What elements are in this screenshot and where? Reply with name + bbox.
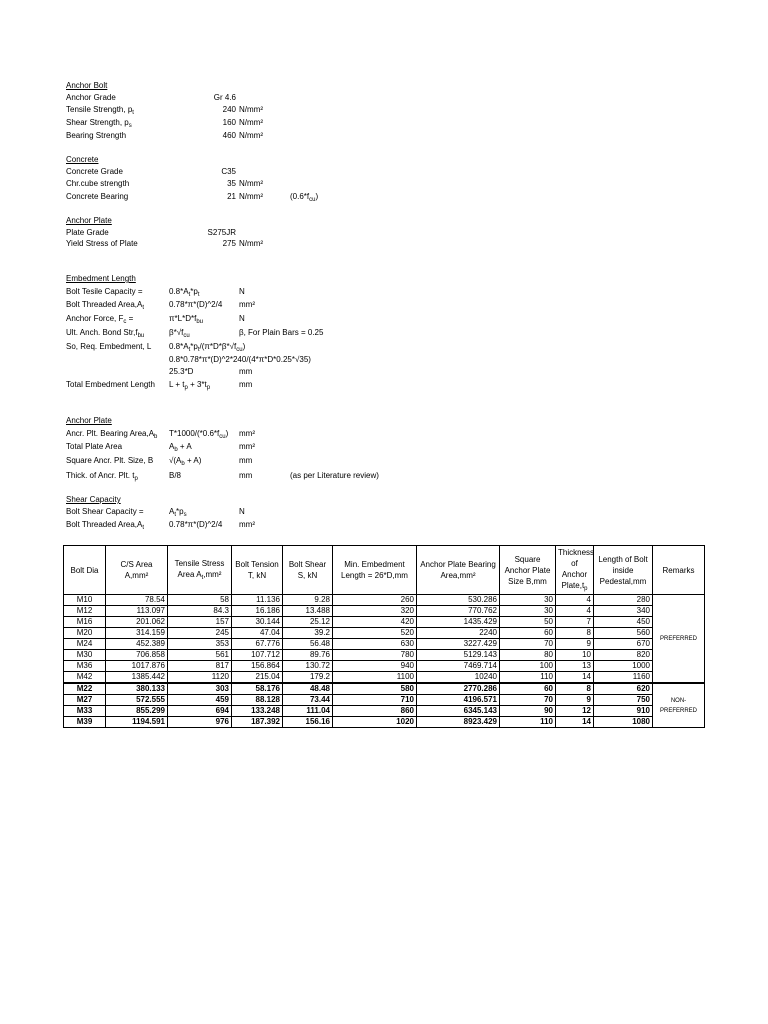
plate-grade-value: S275JR	[207, 228, 236, 237]
table-cell: 910	[594, 706, 653, 717]
plate-calc-note: (as per Literature review)	[290, 471, 379, 480]
table-cell: 855.299	[106, 706, 168, 717]
cube-strength-unit: N/mm²	[239, 179, 263, 188]
table-cell: 820	[594, 650, 653, 661]
table-cell: M36	[64, 661, 106, 672]
table-cell: 320	[333, 606, 417, 617]
table-cell: 380.133	[106, 683, 168, 695]
table-cell: 750	[594, 695, 653, 706]
table-cell: 780	[333, 650, 417, 661]
table-cell: 47.04	[232, 628, 283, 639]
plate-calc-label: Ancr. Plt. Bearing $Area,A_b$	[66, 429, 158, 440]
table-cell: M27	[64, 695, 106, 706]
table-cell: 260	[333, 595, 417, 606]
embedment-formula: $0.8*A_t*p_t/(\pi*D*\beta*√f_{cu})$	[169, 342, 246, 353]
table-cell: 60	[500, 628, 556, 639]
plate-calc-unit: mm	[239, 456, 253, 465]
bolt-properties-table	[63, 545, 705, 728]
table-cell: 50	[500, 617, 556, 628]
table-cell: 58	[168, 595, 232, 606]
table-cell: 245	[168, 628, 232, 639]
table-cell: 78.54	[106, 595, 168, 606]
table-cell: 56.48	[283, 639, 333, 650]
table-cell: 48.48	[283, 683, 333, 695]
table-cell: 1000	[594, 661, 653, 672]
header-bolt-shear: Bolt Shear S, kN	[283, 546, 333, 595]
table-cell: 157	[168, 617, 232, 628]
table-cell: 10240	[417, 672, 500, 684]
table-cell: 561	[168, 650, 232, 661]
table-cell: 88.128	[232, 695, 283, 706]
table-cell: 30	[500, 595, 556, 606]
table-cell: 976	[168, 717, 232, 728]
table-row	[64, 617, 705, 628]
table-cell: 420	[333, 617, 417, 628]
embedment-formula: $0.8*A_t*p_t$	[169, 287, 200, 298]
shear-calc-unit: mm²	[239, 520, 255, 529]
table-cell: 89.76	[283, 650, 333, 661]
embedment-unit: N	[239, 314, 245, 323]
header-min-embedment: Min. Embedment Length = 26*D,mm	[333, 546, 417, 595]
concrete-bearing-label: Concrete Bearing	[66, 192, 129, 201]
embedment-formula: 0.78*π*(D)^2/4	[169, 300, 223, 309]
table-row	[64, 661, 705, 672]
plate-calc-label: Square Ancr. Plt. Size, B	[66, 456, 154, 465]
table-row	[64, 683, 705, 695]
concrete-bearing-unit: N/mm²	[239, 192, 263, 201]
table-cell: 580	[333, 683, 417, 695]
table-cell: 111.04	[283, 706, 333, 717]
plate-calc-unit: mm²	[239, 429, 255, 438]
table-cell: 520	[333, 628, 417, 639]
plate-calc-label: Thick. of Ancr. Plt. $t_p$	[66, 471, 138, 482]
table-cell: 694	[168, 706, 232, 717]
table-cell: 3227.429	[417, 639, 500, 650]
shear-calc-formula: 0.78*π*(D)^2/4	[169, 520, 223, 529]
tensile-strength-unit: N/mm²	[239, 105, 263, 114]
table-cell: M24	[64, 639, 106, 650]
table-cell: 340	[594, 606, 653, 617]
table-cell: 14	[556, 672, 594, 684]
table-cell: 1100	[333, 672, 417, 684]
table-header-row	[64, 546, 705, 595]
remarks-cell: PREFERRED	[653, 595, 705, 684]
bearing-strength-unit: N/mm²	[239, 131, 263, 140]
preferred-rows	[64, 595, 705, 684]
table-cell: 84.3	[168, 606, 232, 617]
table-cell: 133.248	[232, 706, 283, 717]
table-cell: 4196.571	[417, 695, 500, 706]
table-cell: 353	[168, 639, 232, 650]
table-cell: 80	[500, 650, 556, 661]
table-cell: M39	[64, 717, 106, 728]
table-cell: 303	[168, 683, 232, 695]
table-cell: 30	[500, 606, 556, 617]
cube-strength-value: 35	[227, 179, 236, 188]
table-cell: 215.04	[232, 672, 283, 684]
anchor-plate-2-heading: Anchor Plate	[66, 416, 112, 425]
embedment-formula: $L + t_p + 3*t_p$	[169, 380, 211, 391]
table-cell: 25.12	[283, 617, 333, 628]
embedment-formula: $\beta*√f_{cu}$	[169, 328, 190, 339]
table-cell: 11.136	[232, 595, 283, 606]
table-cell: 706.858	[106, 650, 168, 661]
anchor-grade-label: Anchor Grade	[66, 93, 116, 102]
table-cell: 5129.143	[417, 650, 500, 661]
concrete-bearing-note: $(0.6*f_{cu})$	[290, 192, 319, 203]
embedment-unit: β, For Plain Bars = 0.25	[239, 328, 324, 337]
embedment-unit: mm	[239, 367, 253, 376]
plate-calc-formula: $A_b + A$	[169, 442, 192, 453]
shear-capacity-heading: Shear Capacity	[66, 495, 121, 504]
header-bearing-area: Anchor Plate Bearing Area,mm²	[417, 546, 500, 595]
table-row	[64, 628, 705, 639]
table-cell: 110	[500, 672, 556, 684]
header-plate-size: Square Anchor Plate Size B,mm	[500, 546, 556, 595]
table-cell: 530.286	[417, 595, 500, 606]
table-row	[64, 606, 705, 617]
table-cell: 201.062	[106, 617, 168, 628]
table-row	[64, 595, 705, 606]
table-cell: 1160	[594, 672, 653, 684]
table-row	[64, 639, 705, 650]
table-cell: 314.159	[106, 628, 168, 639]
table-cell: 8923.429	[417, 717, 500, 728]
table-cell: 90	[500, 706, 556, 717]
table-cell: 10	[556, 650, 594, 661]
tensile-strength-label: Tensile Strength, $p_t$	[66, 105, 134, 116]
table-row	[64, 717, 705, 728]
table-cell: 670	[594, 639, 653, 650]
table-cell: 110	[500, 717, 556, 728]
anchor-bolt-heading: Anchor Bolt	[66, 81, 108, 90]
table-cell: 8	[556, 683, 594, 695]
table-cell: M20	[64, 628, 106, 639]
header-remarks: Remarks	[653, 546, 705, 595]
table-cell: M42	[64, 672, 106, 684]
table-row	[64, 672, 705, 684]
table-cell: 2240	[417, 628, 500, 639]
table-cell: 9	[556, 695, 594, 706]
embedment-label: Bolt Tesile Capacity =	[66, 287, 143, 296]
table-cell: 70	[500, 695, 556, 706]
table-cell: 107.712	[232, 650, 283, 661]
shear-calc-unit: N	[239, 507, 245, 516]
table-cell: M10	[64, 595, 106, 606]
table-cell: 1020	[333, 717, 417, 728]
table-cell: M30	[64, 650, 106, 661]
table-cell: 13.488	[283, 606, 333, 617]
table-cell: 1194.591	[106, 717, 168, 728]
table-cell: 70	[500, 639, 556, 650]
table-cell: 770.762	[417, 606, 500, 617]
header-cs-area: C/S Area A,mm²	[106, 546, 168, 595]
shear-calc-label: Bolt Threaded $Area,A_t$	[66, 520, 145, 531]
plate-calc-formula: B/8	[169, 471, 182, 480]
table-cell: 7	[556, 617, 594, 628]
table-cell: 560	[594, 628, 653, 639]
table-cell: 1080	[594, 717, 653, 728]
anchor-plate-heading: Anchor Plate	[66, 216, 112, 225]
plate-calc-formula: $T*1000/(*0.6*f_{cu})$	[169, 429, 229, 440]
header-bolt-length: Length of Bolt inside Pedestal,mm	[594, 546, 653, 595]
embedment-label: Ult. Anch. Bond $Str,f_{bu}$	[66, 328, 145, 339]
shear-calc-formula: $A_t*p_s$	[169, 507, 187, 518]
plate-grade-label: Plate Grade	[66, 228, 109, 237]
embedment-label: Anchor Force, $F_c$ =	[66, 314, 134, 325]
shear-calc-label: Bolt Shear Capacity =	[66, 507, 144, 516]
table-cell: 4	[556, 595, 594, 606]
plate-calc-unit: mm	[239, 471, 253, 480]
table-cell: 459	[168, 695, 232, 706]
bearing-strength-label: Bearing Strength	[66, 131, 127, 140]
table-cell: 1017.876	[106, 661, 168, 672]
table-cell: 30.144	[232, 617, 283, 628]
bearing-strength-value: 460	[222, 131, 236, 140]
tensile-strength-value: 240	[222, 105, 236, 114]
table-row	[64, 695, 705, 706]
table-cell: 113.097	[106, 606, 168, 617]
yield-stress-label: Yield Stress of Plate	[66, 239, 138, 248]
table-cell: M33	[64, 706, 106, 717]
plate-calc-formula: $√(A_b + A)$	[169, 456, 202, 467]
table-cell: 100	[500, 661, 556, 672]
table-cell: M22	[64, 683, 106, 695]
table-cell: M12	[64, 606, 106, 617]
embedment-label: So, Req. Embedment, L	[66, 342, 152, 351]
table-cell: 73.44	[283, 695, 333, 706]
table-cell: 452.389	[106, 639, 168, 650]
table-cell: 39.2	[283, 628, 333, 639]
yield-stress-unit: N/mm²	[239, 239, 263, 248]
table-cell: 860	[333, 706, 417, 717]
embedment-formula: 25.3*D	[169, 367, 194, 376]
table-cell: 156.16	[283, 717, 333, 728]
non-preferred-rows	[64, 683, 705, 728]
table-cell: M16	[64, 617, 106, 628]
table-cell: 1120	[168, 672, 232, 684]
table-cell: 6345.143	[417, 706, 500, 717]
header-tensile-area: Tensile Stress Area $A_t,mm^2$	[168, 546, 232, 595]
embedment-formula: $\pi*L*D*f_{bu}$	[169, 314, 203, 325]
concrete-bearing-value: 21	[227, 192, 236, 201]
embedment-unit: mm	[239, 380, 253, 389]
table-cell: 13	[556, 661, 594, 672]
table-cell: 12	[556, 706, 594, 717]
embedment-heading: Embedment Length	[66, 274, 136, 283]
concrete-grade-label: Concrete Grade	[66, 167, 123, 176]
table-cell: 58.176	[232, 683, 283, 695]
table-cell: 156.864	[232, 661, 283, 672]
table-cell: 9.28	[283, 595, 333, 606]
table-cell: 9	[556, 639, 594, 650]
plate-calc-unit: mm²	[239, 442, 255, 451]
table-cell: 4	[556, 606, 594, 617]
embedment-formula: 0.8*0.78*π*(D)^2*240/(4*π*D*0.25*√35)	[169, 355, 311, 364]
header-bolt-dia: Bolt Dia	[64, 546, 106, 595]
anchor-grade-value: Gr 4.6	[213, 93, 236, 102]
concrete-heading: Concrete	[66, 155, 99, 164]
shear-strength-label: Shear Strength, $p_s$	[66, 118, 132, 129]
remarks-cell: NON-PREFERRED	[653, 683, 705, 728]
embedment-unit: N	[239, 287, 245, 296]
table-cell: 710	[333, 695, 417, 706]
table-cell: 8	[556, 628, 594, 639]
table-cell: 1385.442	[106, 672, 168, 684]
table-cell: 2770.286	[417, 683, 500, 695]
shear-strength-unit: N/mm²	[239, 118, 263, 127]
table-cell: 280	[594, 595, 653, 606]
embedment-unit: mm²	[239, 300, 255, 309]
header-bolt-tension: Bolt Tension T, kN	[232, 546, 283, 595]
table-cell: 7469.714	[417, 661, 500, 672]
table-cell: 572.555	[106, 695, 168, 706]
table-cell: 940	[333, 661, 417, 672]
table-cell: 187.392	[232, 717, 283, 728]
table-cell: 630	[333, 639, 417, 650]
plate-calc-label: Total Plate Area	[66, 442, 123, 451]
shear-strength-value: 160	[222, 118, 236, 127]
table-cell: 450	[594, 617, 653, 628]
yield-stress-value: 275	[222, 239, 236, 248]
table-cell: 817	[168, 661, 232, 672]
cube-strength-label: Chr.cube strength	[66, 179, 130, 188]
embedment-label: Bolt Threaded $Area,A_t$	[66, 300, 145, 311]
table-cell: 60	[500, 683, 556, 695]
table-cell: 1435.429	[417, 617, 500, 628]
header-plate-thickness: Thickness of Anchor $Plate,t_p$	[556, 546, 594, 595]
table-cell: 14	[556, 717, 594, 728]
concrete-grade-value: C35	[221, 167, 236, 176]
table-row	[64, 706, 705, 717]
table-cell: 130.72	[283, 661, 333, 672]
table-cell: 620	[594, 683, 653, 695]
table-row	[64, 650, 705, 661]
embedment-label: Total Embedment Length	[66, 380, 155, 389]
table-cell: 179.2	[283, 672, 333, 684]
table-cell: 16.186	[232, 606, 283, 617]
table-cell: 67.776	[232, 639, 283, 650]
